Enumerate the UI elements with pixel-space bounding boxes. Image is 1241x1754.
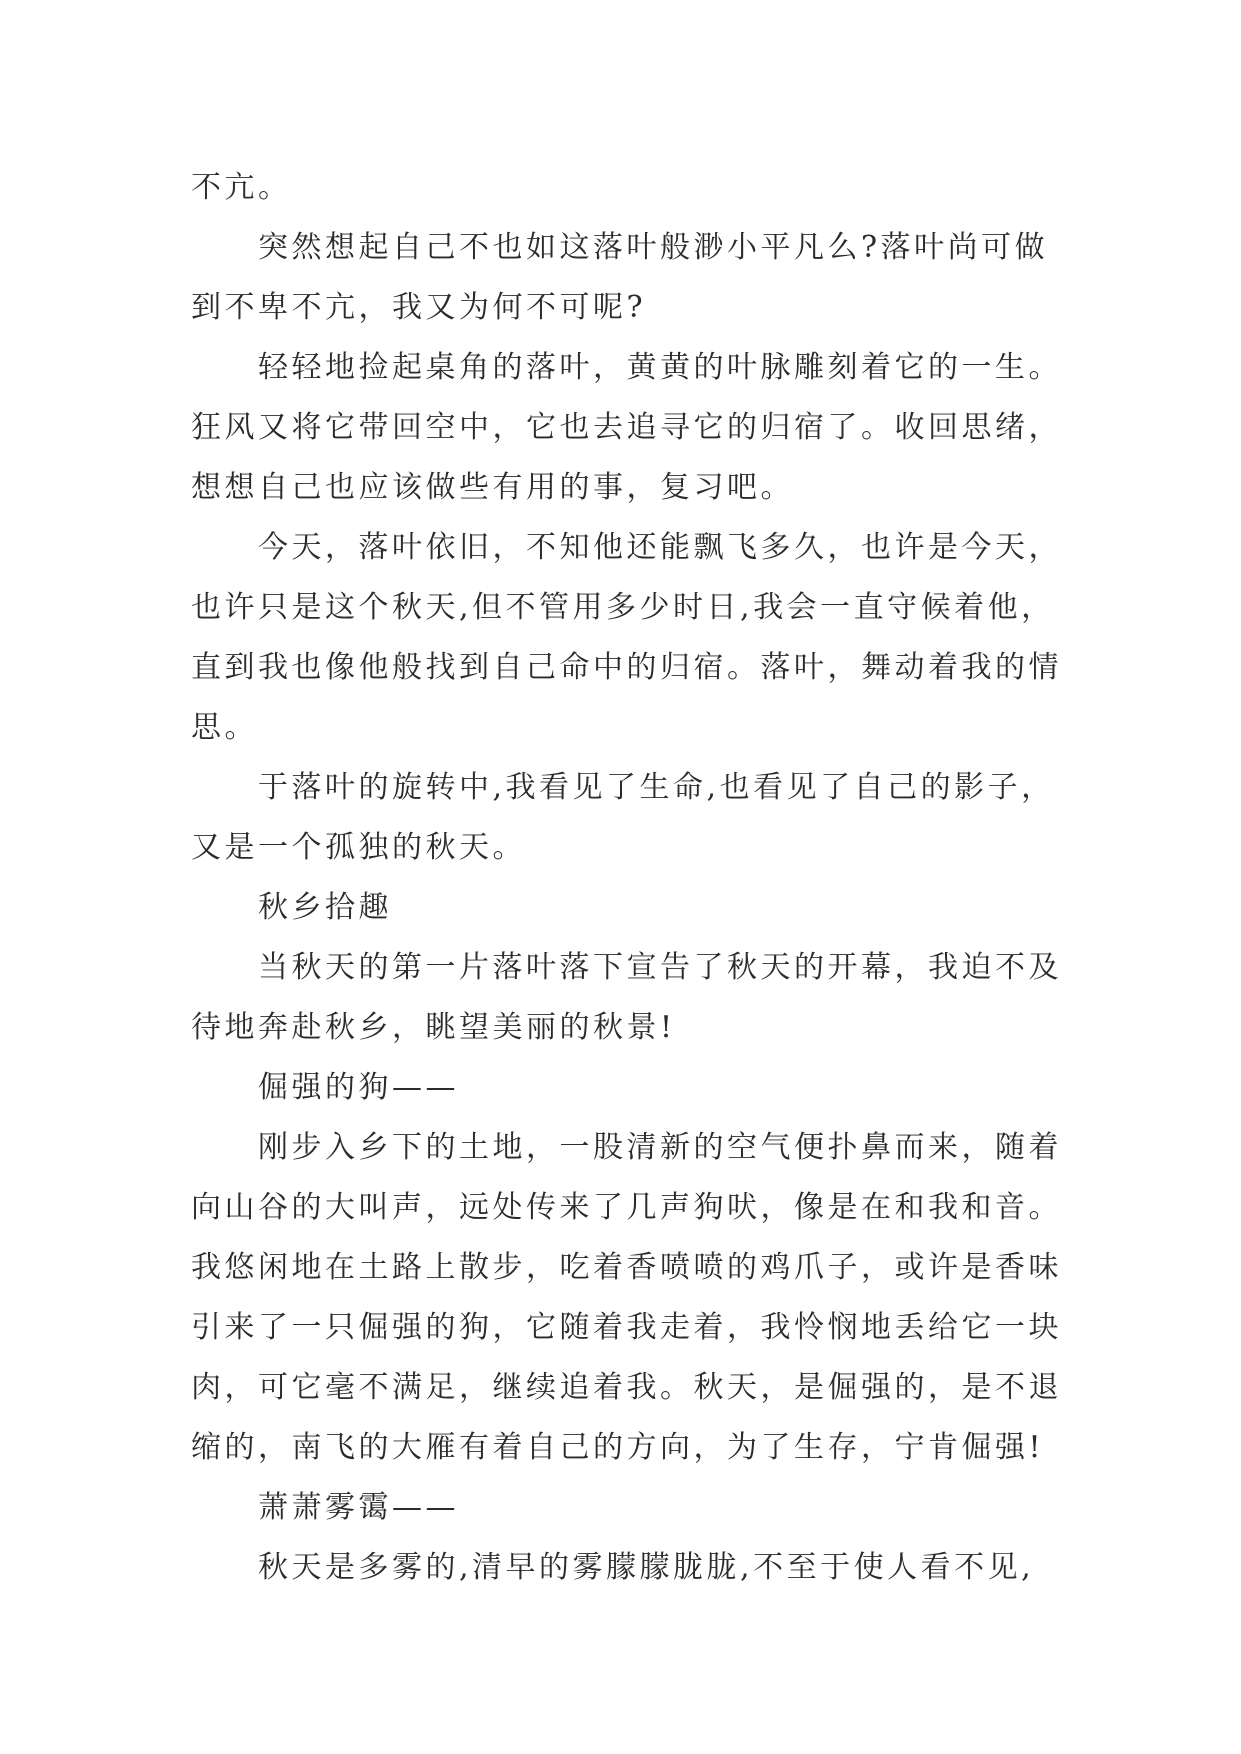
paragraph: 于落叶的旋转中,我看见了生命,也看见了自己的影子，又是一个孤独的秋天。 (191, 770, 1055, 865)
paragraph: 轻轻地捡起桌角的落叶，黄黄的叶脉雕刻着它的一生。狂风又将它带回空中，它也去追寻它的归宿了。收回思绪，想想自己也应该做些有用的事，复习吧。 (191, 350, 1062, 505)
body-text (191, 158, 1071, 1598)
paragraph: 突然想起自己不也如这落叶般渺小平凡么?落叶尚可做到不卑不亢，我又为何不可呢? (191, 230, 1049, 325)
paragraph: 秋天是多雾的,清早的雾朦朦胧胧,不至于使人看不见, (258, 1550, 1035, 1585)
subheading: 倔强的狗—— (258, 1070, 459, 1105)
section-heading: 秋乡拾趣 (258, 890, 392, 925)
paragraph-continuation: 不亢。 (191, 170, 292, 205)
subheading: 萧萧雾霭—— (258, 1490, 459, 1525)
paragraph: 刚步入乡下的土地，一股清新的空气便扑鼻而来，随着向山谷的大叫声，远处传来了几声狗吠，像是在和我和音。我悠闲地在土路上散步，吃着香喷喷的鸡爪子，或许是香味引来了一只倔强的狗，它随着我走着，我怜悯地丢给它一块肉，可它毫不满足，继续追着我。秋天，是倔强的，是不退缩的，南飞的大雁有着自己的方向，为了生存，宁肯倔强! (191, 1130, 1062, 1465)
paragraph: 当秋天的第一片落叶落下宣告了秋天的开幕，我迫不及待地奔赴秋乡，眺望美丽的秋景! (191, 950, 1062, 1045)
paragraph: 今天，落叶依旧，不知他还能飘飞多久，也许是今天，也许只是这个秋天,但不管用多少时日,我会一直守候着他，直到我也像他般找到自己命中的归宿。落叶，舞动着我的情思。 (191, 530, 1062, 745)
